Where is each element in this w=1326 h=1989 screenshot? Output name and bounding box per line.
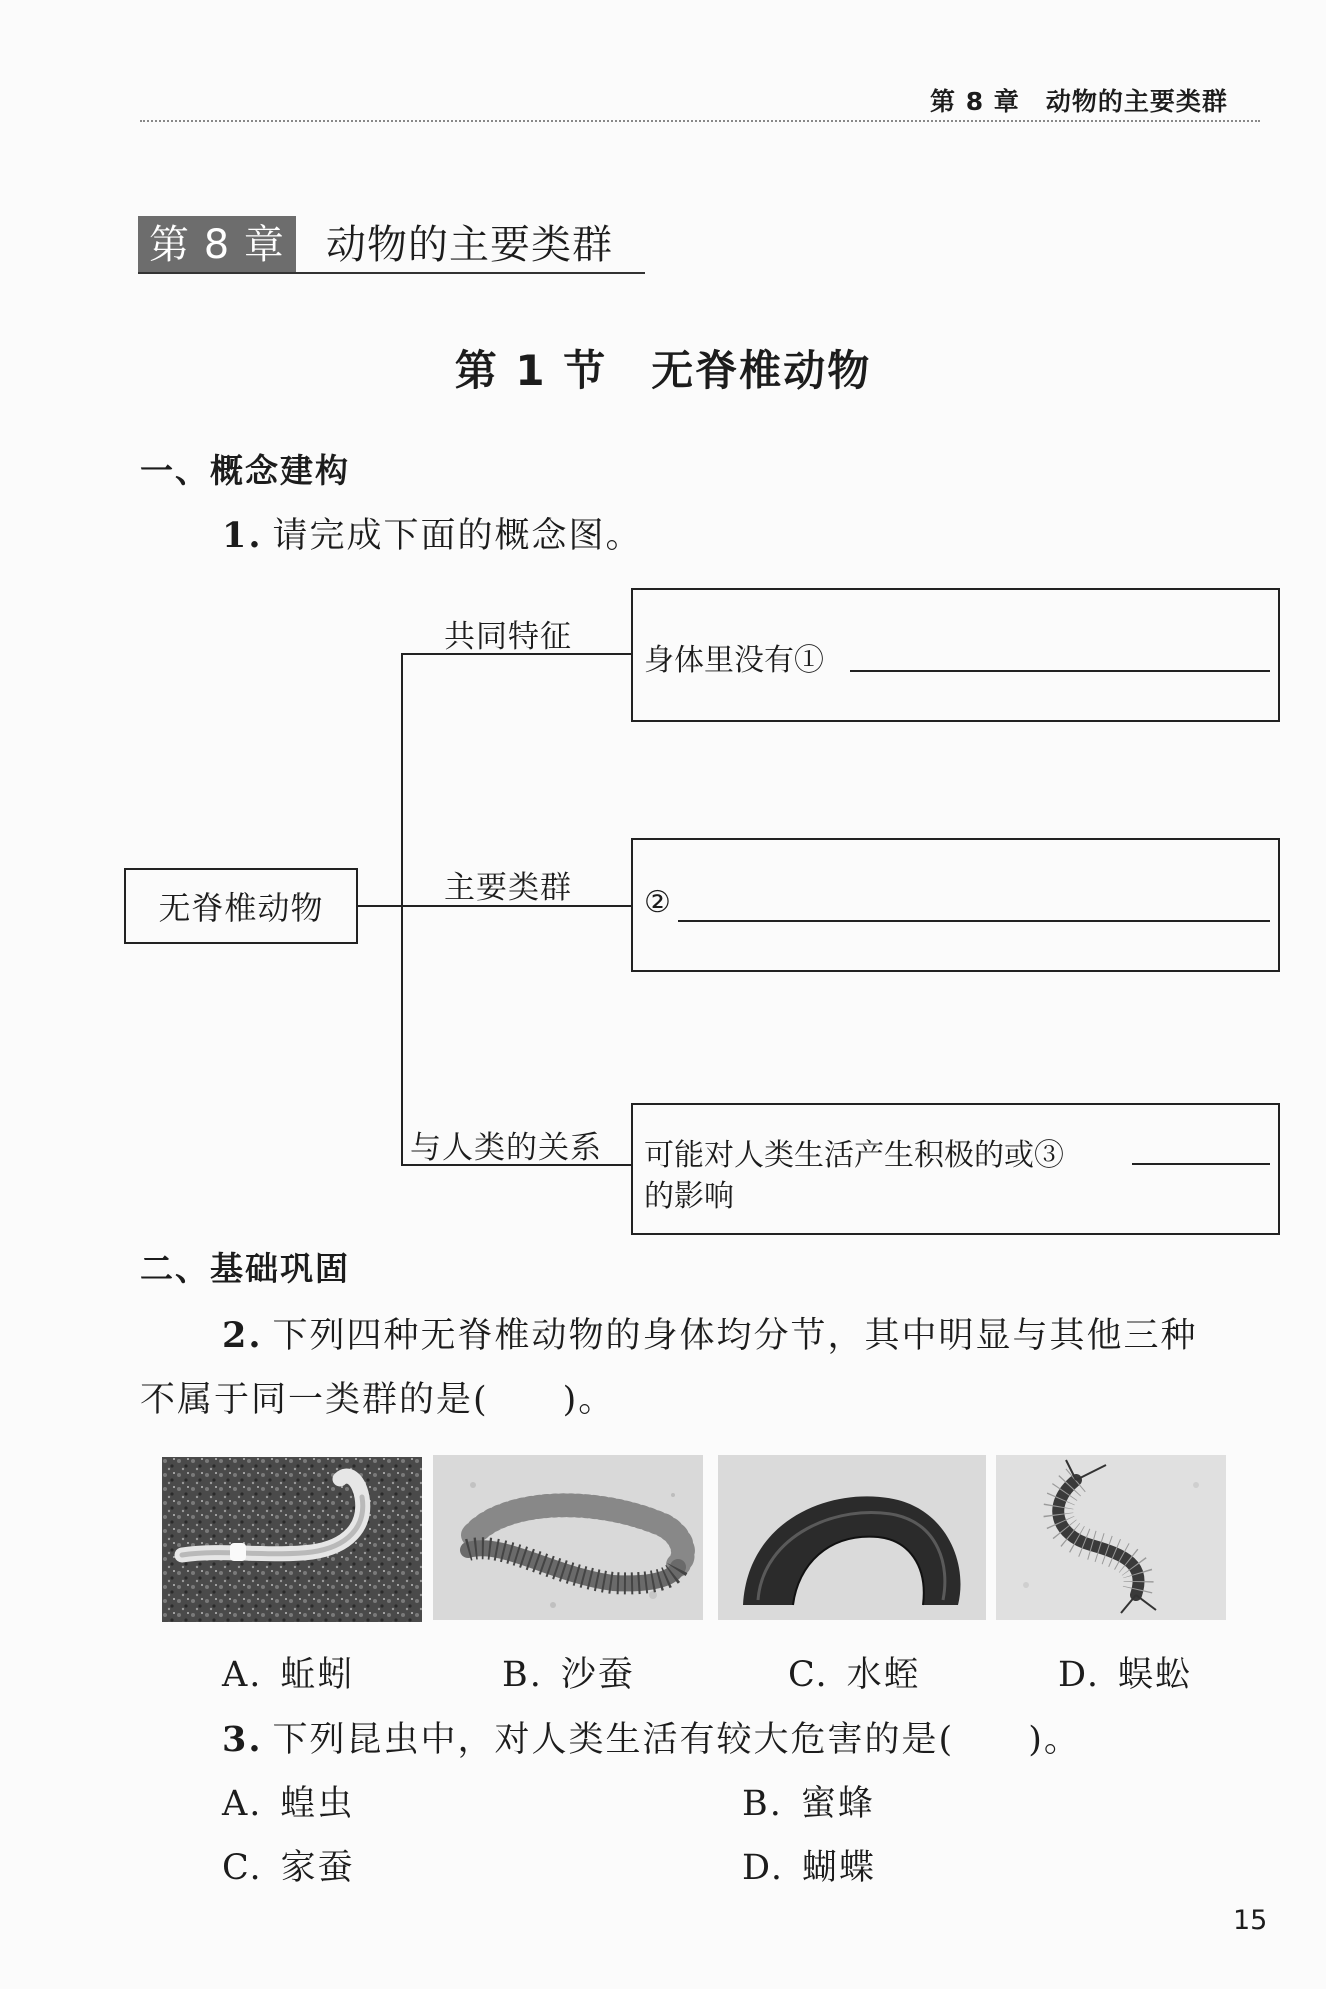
running-header-title: 动物的主要类群 [1045, 87, 1228, 116]
q3-option-a[interactable] [222, 1776, 354, 1826]
q3-option-a-text: 蝗虫 [280, 1784, 355, 1824]
header-dotted-rule [140, 120, 1260, 122]
q3-option-c-text: 家蚕 [280, 1848, 355, 1888]
vertical-connector [401, 654, 403, 1165]
q2-option-b-text: 沙蚕 [560, 1655, 635, 1695]
q3-option-b[interactable] [742, 1776, 875, 1826]
sandworm-photo [433, 1455, 703, 1620]
running-header [930, 82, 1228, 118]
q3-option-c[interactable] [222, 1840, 355, 1890]
chapter-tag: 第 8 章 [138, 216, 296, 274]
q3-option-b-letter: B. [742, 1784, 783, 1824]
running-header-chapter: 第 8 章 [930, 87, 1020, 116]
q3-option-c-letter: C. [222, 1848, 263, 1888]
question-2-line1 [222, 1308, 1198, 1358]
root-connector [358, 905, 403, 907]
question-1 [222, 508, 643, 558]
q2-option-a[interactable] [222, 1647, 354, 1697]
part1-heading: 一、概念建构 [140, 451, 350, 490]
q2-option-c[interactable] [788, 1647, 921, 1697]
groups-answer-text: ② [644, 885, 671, 920]
relation-answer-text-2: 的影响 [644, 1179, 734, 1214]
question-3 [222, 1712, 1081, 1762]
page-number: 15 [1233, 1905, 1268, 1936]
relation-answer-text: 可能对人类生活产生积极的或③ [644, 1138, 1064, 1173]
q2-option-d[interactable] [1058, 1647, 1192, 1697]
leech-photo [718, 1455, 986, 1620]
q3-option-d-text: 蝴蝶 [801, 1848, 876, 1888]
q2-option-c-letter: C. [788, 1655, 829, 1695]
q3-option-d[interactable] [742, 1840, 876, 1890]
question-1-text: 请完成下面的概念图。 [272, 516, 643, 556]
q2-option-c-text: 水蛭 [846, 1655, 921, 1695]
chapter-underline [138, 272, 645, 274]
feature-answer-text: 身体里没有① [644, 643, 824, 678]
branch-label-features: 共同特征 [444, 619, 572, 655]
question-2-number: 2. [222, 1315, 263, 1356]
question-2-line2: 不属于同一类群的是( )。 [140, 1380, 616, 1420]
q3-option-b-text: 蜜蜂 [800, 1784, 875, 1824]
section-title: 第 1 节 无脊椎动物 [454, 346, 872, 395]
question-2-text-1: 下列四种无脊椎动物的身体均分节，其中明显与其他三种 [272, 1316, 1198, 1356]
branch-label-groups: 主要类群 [444, 870, 572, 906]
question-1-number: 1. [222, 515, 263, 556]
earthworm-photo [162, 1457, 422, 1622]
q2-option-d-text: 蜈蚣 [1117, 1655, 1192, 1695]
concept-map-root-label: 无脊椎动物 [158, 889, 324, 927]
q2-option-a-letter: A. [222, 1655, 263, 1695]
q2-option-d-letter: D. [1058, 1655, 1100, 1695]
q2-option-b[interactable] [502, 1647, 635, 1697]
q3-option-a-letter: A. [222, 1784, 263, 1824]
question-3-text: 下列昆虫中，对人类生活有较大危害的是( )。 [272, 1720, 1081, 1760]
q3-option-d-letter: D. [742, 1848, 784, 1888]
answer-blank-1[interactable] [850, 670, 1270, 672]
answer-blank-3[interactable] [1132, 1163, 1270, 1165]
part2-heading: 二、基础巩固 [140, 1249, 350, 1288]
groups-answer-box [631, 838, 1280, 972]
question-3-number: 3. [222, 1719, 263, 1760]
branch-label-relation: 与人类的关系 [410, 1130, 602, 1166]
chapter-title: 动物的主要类群 [326, 222, 613, 268]
q2-option-b-letter: B. [502, 1655, 543, 1695]
centipede-photo [996, 1455, 1226, 1620]
answer-blank-2[interactable] [678, 920, 1270, 922]
q2-option-a-text: 蚯蚓 [280, 1655, 355, 1695]
